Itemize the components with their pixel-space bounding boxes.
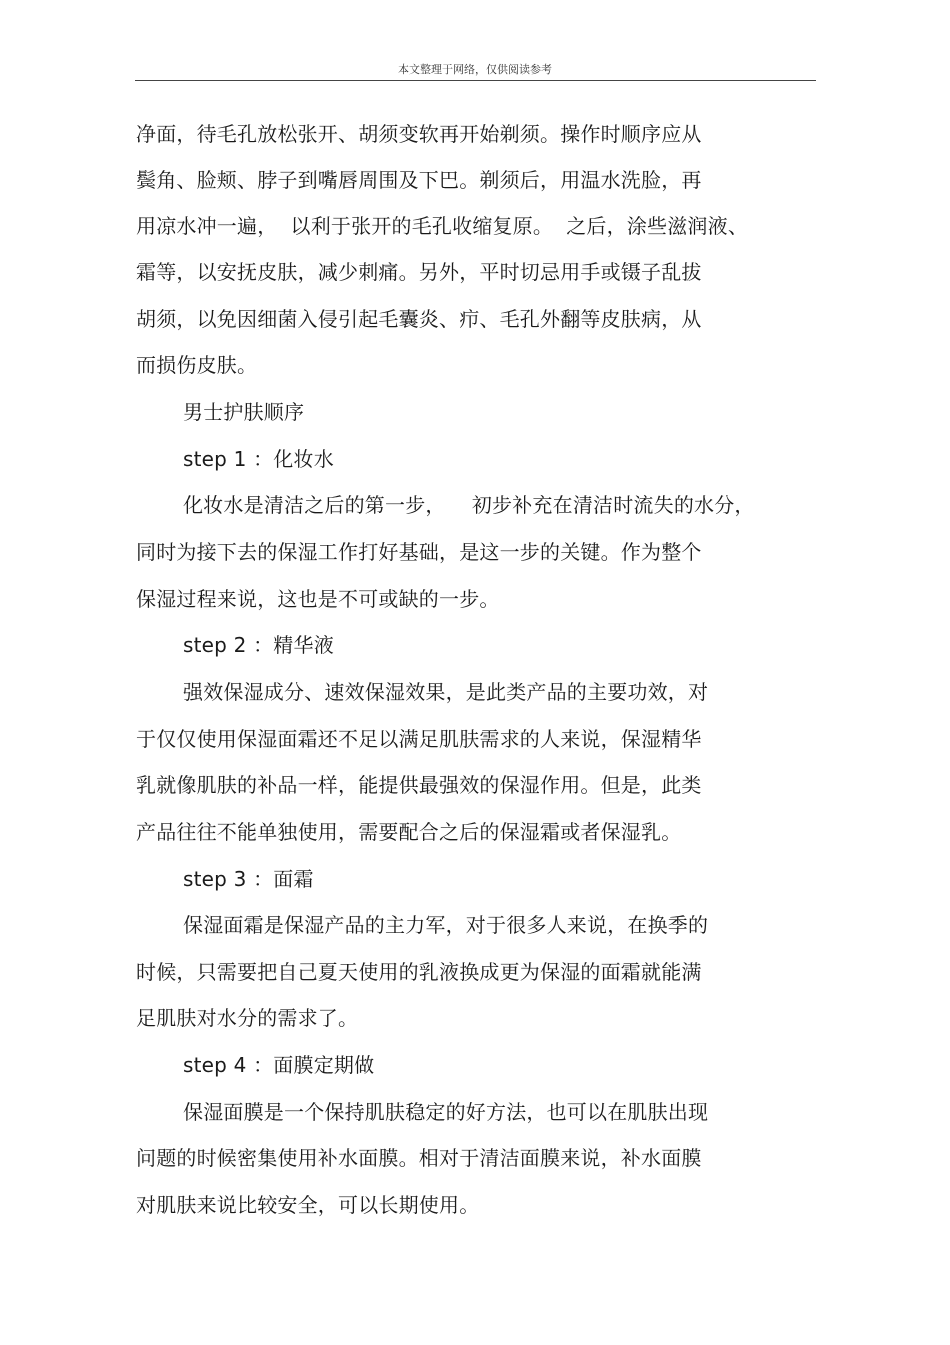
text-line: 用凉水冲一遍， 以利于张开的毛孔收缩复原。 之后，涂些滋润液、 (136, 214, 749, 238)
text-line: 产品往往不能单独使用，需要配合之后的保湿霜或者保湿乳。 (136, 820, 682, 844)
text-line: 强效保湿成分、速效保湿效果，是此类产品的主要功效，对 (183, 680, 709, 704)
text-line: 保湿面霜是保湿产品的主力军，对于很多人来说，在换季的 (183, 913, 709, 937)
text-line: 保湿面膜是一个保持肌肤稳定的好方法，也可以在肌肤出现 (183, 1100, 709, 1124)
text-line: 鬓角、脸颊、脖子到嘴唇周围及下巴。剃须后，用温水洗脸，再 (136, 168, 702, 192)
text-line: 胡须，以免因细菌入侵引起毛囊炎、疖、毛孔外翻等皮肤病，从 (136, 307, 702, 331)
text-line: 化妆水是清洁之后的第一步， 初步补充在清洁时流失的水分， (183, 493, 755, 517)
text-line: 净面，待毛孔放松张开、胡须变软再开始剃须。操作时顺序应从 (136, 122, 702, 146)
text-line: 对肌肤来说比较安全，可以长期使用。 (136, 1193, 480, 1217)
text-line: 问题的时候密集使用补水面膜。相对于清洁面膜来说，补水面膜 (136, 1146, 702, 1170)
step-heading: step 1 ：化妆水 (183, 447, 334, 471)
text-line: 霜等，以安抚皮肤，减少刺痛。另外，平时切忌用手或镊子乱拔 (136, 260, 702, 284)
step-heading: step 2 ：精华液 (183, 633, 334, 657)
header-divider (135, 80, 816, 81)
text-line: 而损伤皮肤。 (136, 353, 258, 377)
text-line: 保湿过程来说，这也是不可或缺的一步。 (136, 587, 500, 611)
text-line: 足肌肤对水分的需求了。 (136, 1006, 359, 1030)
step-heading: step 3 ：面霜 (183, 867, 314, 891)
text-line: 同时为接下去的保湿工作打好基础，是这一步的关键。作为整个 (136, 540, 702, 564)
text-line: 乳就像肌肤的补品一样，能提供最强效的保湿作用。但是，此类 (136, 773, 702, 797)
step-heading: step 4 ：面膜定期做 (183, 1053, 375, 1077)
text-line: 时候，只需要把自己夏天使用的乳液换成更为保湿的面霜就能满 (136, 960, 702, 984)
text-line: 于仅仅使用保湿面霜还不足以满足肌肤需求的人来说，保湿精华 (136, 727, 702, 751)
section-heading: 男士护肤顺序 (183, 400, 305, 424)
header-note: 本文整理于网络，仅供阅读参考 (398, 63, 552, 76)
